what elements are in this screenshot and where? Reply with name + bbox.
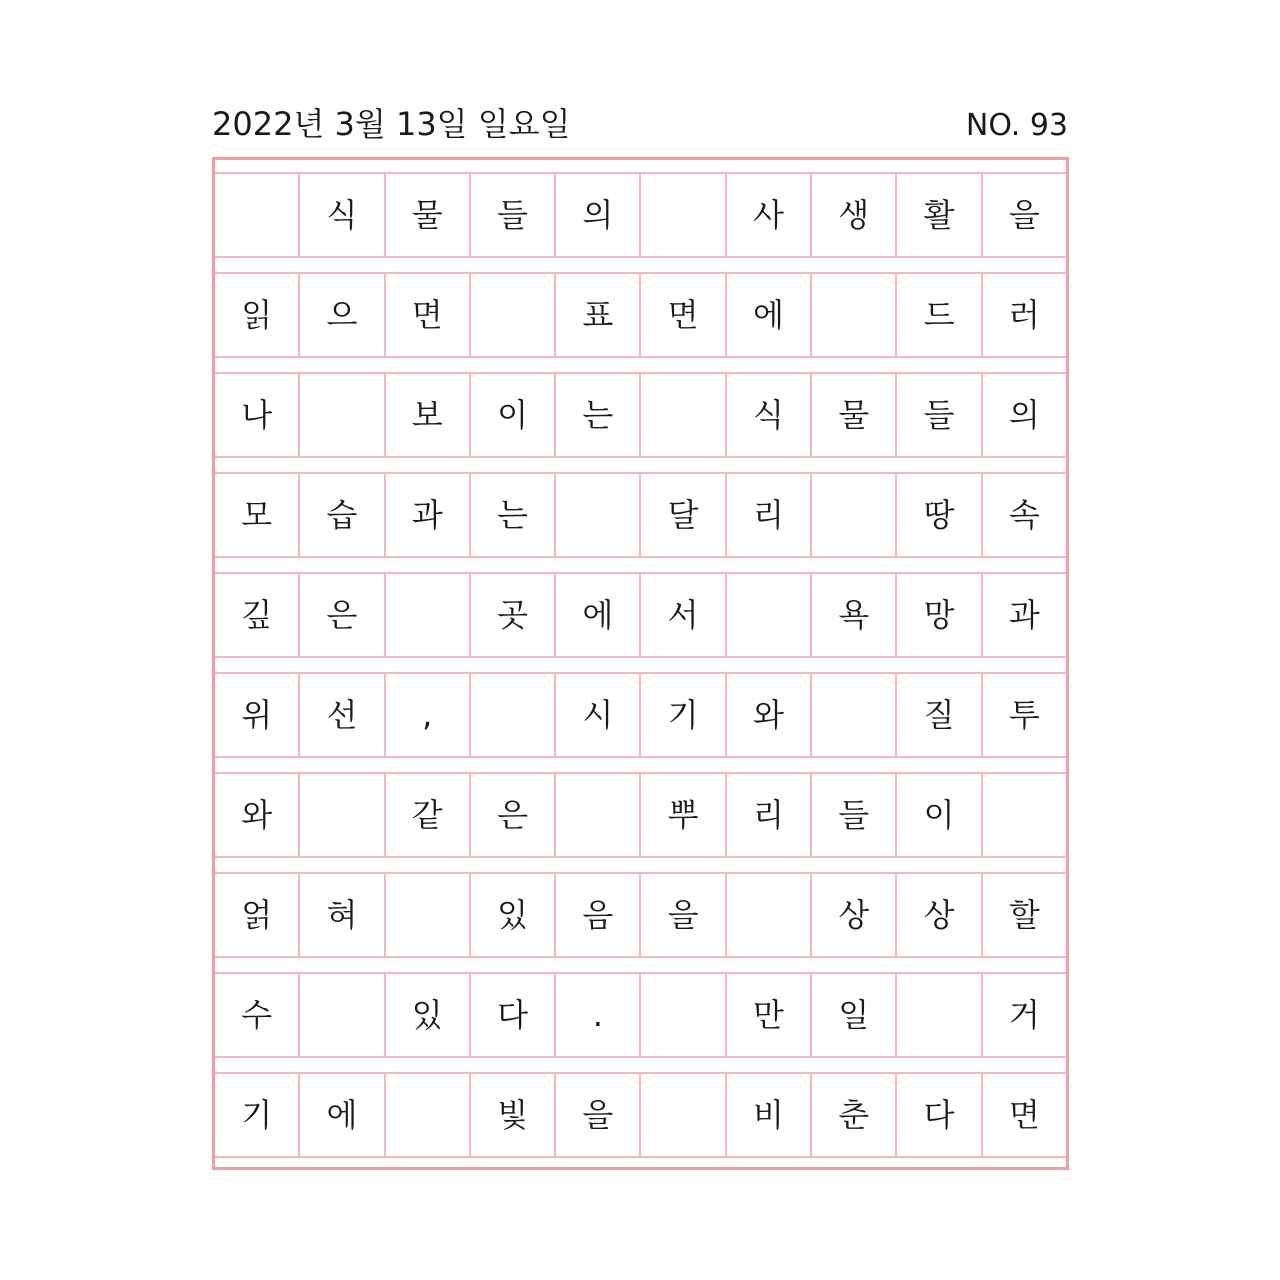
manuscript-cell: 이 <box>469 374 554 456</box>
manuscript-cell: 에 <box>725 274 810 356</box>
journal-date: 2022년 3월 13일 일요일 <box>212 105 571 143</box>
manuscript-row <box>215 572 1066 658</box>
manuscript-cell <box>810 474 895 556</box>
manuscript-row <box>215 472 1066 558</box>
manuscript-cell: 수 <box>241 996 273 1034</box>
manuscript-cell: 할 <box>981 874 1066 956</box>
manuscript-cell: 읽 <box>241 296 273 334</box>
manuscript-cell: 들 <box>469 174 554 256</box>
manuscript-cell <box>384 874 469 956</box>
manuscript-cell: 질 <box>895 674 980 756</box>
entry-number: NO. 93 <box>965 108 1068 143</box>
manuscript-cell: 얽 <box>241 896 273 934</box>
manuscript-cell <box>895 974 980 1056</box>
manuscript-cell <box>639 1074 724 1156</box>
manuscript-cell: 기 <box>241 1096 273 1134</box>
manuscript-sheet <box>212 157 1069 1170</box>
manuscript-cell: 드 <box>895 274 980 356</box>
manuscript-cell: , <box>384 674 469 756</box>
manuscript-cell: 나 <box>241 396 273 434</box>
manuscript-cell: 기 <box>639 674 724 756</box>
manuscript-cell: 식 <box>725 374 810 456</box>
manuscript-cell <box>469 674 554 756</box>
manuscript-cell: 들 <box>895 374 980 456</box>
manuscript-row <box>215 1072 1066 1158</box>
manuscript-cell: 혀 <box>298 874 383 956</box>
manuscript-cell: 춘 <box>810 1074 895 1156</box>
manuscript-cell: 에 <box>554 574 639 656</box>
manuscript-cell: 면 <box>639 274 724 356</box>
manuscript-cell: 만 <box>725 974 810 1056</box>
manuscript-cell: 뿌 <box>639 774 724 856</box>
manuscript-row <box>215 372 1066 458</box>
manuscript-cell: 물 <box>810 374 895 456</box>
manuscript-cell: 서 <box>639 574 724 656</box>
manuscript-cell: 활 <box>895 174 980 256</box>
manuscript-cell: 을 <box>639 874 724 956</box>
manuscript-cell: 으 <box>298 274 383 356</box>
manuscript-cell: 면 <box>384 274 469 356</box>
manuscript-cell: 과 <box>981 574 1066 656</box>
manuscript-row <box>215 672 1066 758</box>
manuscript-cell <box>725 874 810 956</box>
manuscript-cell: 달 <box>639 474 724 556</box>
manuscript-cell: 사 <box>725 174 810 256</box>
manuscript-cell: 상 <box>810 874 895 956</box>
manuscript-cell: 습 <box>298 474 383 556</box>
manuscript-cell: 표 <box>554 274 639 356</box>
manuscript-cell: 러 <box>981 274 1066 356</box>
manuscript-cell <box>215 174 298 256</box>
manuscript-cell: 이 <box>895 774 980 856</box>
manuscript-cell: 욕 <box>810 574 895 656</box>
manuscript-cell: 망 <box>895 574 980 656</box>
manuscript-cell: 생 <box>810 174 895 256</box>
manuscript-cell: 위 <box>241 696 273 734</box>
manuscript-cell: 을 <box>554 1074 639 1156</box>
manuscript-cell: 빛 <box>469 1074 554 1156</box>
manuscript-cell <box>298 774 383 856</box>
manuscript-cell: 다 <box>895 1074 980 1156</box>
manuscript-cell: 다 <box>469 974 554 1056</box>
manuscript-cell: 시 <box>554 674 639 756</box>
manuscript-cell: 비 <box>725 1074 810 1156</box>
manuscript-cell: 의 <box>554 174 639 256</box>
manuscript-cell: 보 <box>384 374 469 456</box>
manuscript-cell: 있 <box>469 874 554 956</box>
manuscript-cell: 은 <box>298 574 383 656</box>
manuscript-cell: 땅 <box>895 474 980 556</box>
manuscript-cell: 있 <box>384 974 469 1056</box>
manuscript-cell: 는 <box>469 474 554 556</box>
manuscript-cell <box>554 774 639 856</box>
manuscript-cell: 물 <box>384 174 469 256</box>
manuscript-cell <box>810 274 895 356</box>
manuscript-cell: 들 <box>810 774 895 856</box>
manuscript-cell <box>810 674 895 756</box>
manuscript-cell: 과 <box>384 474 469 556</box>
manuscript-cell <box>298 374 383 456</box>
manuscript-cell: 는 <box>554 374 639 456</box>
manuscript-cell: 모 <box>241 496 273 534</box>
manuscript-cell <box>469 274 554 356</box>
manuscript-cell: 리 <box>725 774 810 856</box>
manuscript-cell: 을 <box>981 174 1066 256</box>
manuscript-row <box>215 172 1066 258</box>
manuscript-row <box>215 772 1066 858</box>
manuscript-cell: 속 <box>981 474 1066 556</box>
manuscript-cell: 같 <box>384 774 469 856</box>
manuscript-cell: 식 <box>298 174 383 256</box>
manuscript-cell: 은 <box>469 774 554 856</box>
manuscript-cell <box>981 774 1066 856</box>
manuscript-cell <box>639 174 724 256</box>
manuscript-cell: 와 <box>241 796 273 834</box>
manuscript-cell: 거 <box>981 974 1066 1056</box>
manuscript-cell: . <box>554 974 639 1056</box>
manuscript-cell <box>384 1074 469 1156</box>
manuscript-cell <box>725 574 810 656</box>
manuscript-cell <box>639 974 724 1056</box>
manuscript-cell: 선 <box>298 674 383 756</box>
manuscript-cell: 와 <box>725 674 810 756</box>
manuscript-cell: 리 <box>725 474 810 556</box>
manuscript-cell <box>639 374 724 456</box>
manuscript-cell <box>384 574 469 656</box>
manuscript-cell: 일 <box>810 974 895 1056</box>
manuscript-cell: 깊 <box>241 596 273 634</box>
manuscript-cell: 음 <box>554 874 639 956</box>
manuscript-cell: 상 <box>895 874 980 956</box>
manuscript-row <box>215 872 1066 958</box>
manuscript-row <box>215 972 1066 1058</box>
manuscript-cell <box>298 974 383 1056</box>
manuscript-cell <box>554 474 639 556</box>
manuscript-cell: 투 <box>981 674 1066 756</box>
manuscript-cell: 곳 <box>469 574 554 656</box>
manuscript-cell: 의 <box>981 374 1066 456</box>
manuscript-cell: 에 <box>298 1074 383 1156</box>
manuscript-row <box>215 272 1066 358</box>
manuscript-cell: 면 <box>981 1074 1066 1156</box>
